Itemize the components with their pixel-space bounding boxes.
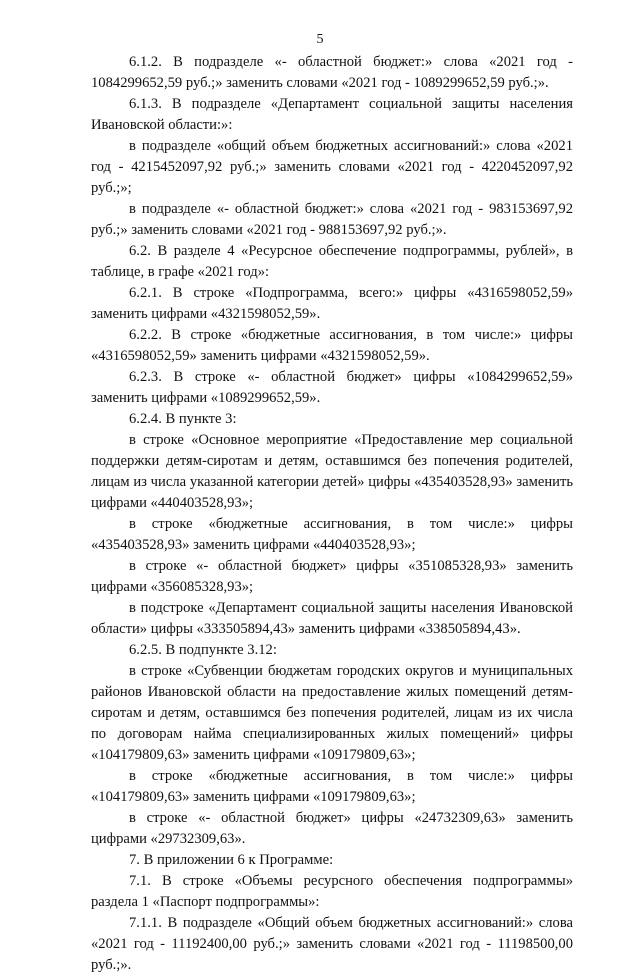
paragraph-6-2-2: 6.2.2. В строке «бюджетные ассигнования, в том числе:» цифры «4316598052,59» заменить цифрами «4321598052,59».	[91, 327, 573, 364]
paragraph-7-1: 7.1. В строке «Объемы ресурсного обеспечения подпрограммы» раздела 1 «Паспорт подпрограммы»:	[91, 873, 573, 910]
paragraph-subventions-allocations: в строке «бюджетные ассигнования, в том числе:» цифры «104179809,63» заменить цифрами «109179809,63»;	[91, 768, 573, 805]
paragraph-6-2-3: 6.2.3. В строке «- областной бюджет» цифры «1084299652,59» заменить цифрами «1089299652,59».	[91, 369, 573, 406]
paragraph-department-subrow: в подстроке «Департамент социальной защиты населения Ивановской области» цифры «333505894,43» заменить цифрами «338505894,43».	[91, 600, 573, 637]
paragraph-6-1-2: 6.1.2. В подразделе «- областной бюджет:» слова «2021 год - 1084299652,59 руб.;» заменить словами «2021 год - 1089299652,59 руб.;».	[91, 54, 573, 91]
paragraph-regional-budget: в подразделе «- областной бюджет:» слова «2021 год - 983153697,92 руб.;» заменить словами «2021 год - 988153697,92 руб.;».	[91, 201, 573, 238]
paragraph-7-1-1: 7.1.1. В подразделе «Общий объем бюджетных ассигнований:» слова «2021 год - 11192400,00 руб.;» заменить словами «2021 год - 11198500,00 руб.;».	[91, 915, 573, 973]
paragraph-7: 7. В приложении 6 к Программе:	[129, 852, 334, 868]
paragraph-6-2-5: 6.2.5. В подпункте 3.12:	[129, 642, 277, 658]
paragraph-regional-budget-row: в строке «- областной бюджет» цифры «351085328,93» заменить цифрами «356085328,93»;	[91, 558, 573, 595]
paragraph-budget-allocations: в строке «бюджетные ассигнования, в том числе:» цифры «435403528,93» заменить цифрами «440403528,93»;	[91, 516, 573, 553]
paragraph-subventions-regional: в строке «- областной бюджет» цифры «24732309,63» заменить цифрами «29732309,63».	[91, 810, 573, 847]
paragraph-main-event: в строке «Основное мероприятие «Предоставление мер социальной поддержки детям-сиротам и детям, оставшимся без попечения родителей, лицам из числа указанной категории детей» цифры «435403528,93» заменить цифрами «440403528,93»;	[91, 432, 573, 511]
paragraph-total-allocations: в подразделе «общий объем бюджетных ассигнований:» слова «2021 год - 4215452097,92 руб.;» заменить словами «2021 год - 4220452097,92 руб.;»;	[91, 138, 573, 196]
paragraph-6-1-3: 6.1.3. В подразделе «Департамент социальной защиты населения Ивановской области:»:	[91, 96, 573, 133]
paragraph-subventions: в строке «Субвенции бюджетам городских округов и муниципальных районов Ивановской области на предоставление жилых помещений детям-сиротам и детям, оставшимся без попечения родителей, лицам из их числа по договорам найма специализированных жилых помещений» цифры «104179809,63» заменить цифрами «109179809,63»;	[91, 663, 573, 763]
paragraph-6-2: 6.2. В разделе 4 «Ресурсное обеспечение подпрограммы, рублей», в таблице, в графе «2021 год»:	[91, 243, 573, 280]
document-body	[91, 52, 573, 976]
paragraph-6-2-1: 6.2.1. В строке «Подпрограмма, всего:» цифры «4316598052,59» заменить цифрами «4321598052,59».	[91, 285, 573, 322]
paragraph-6-2-4: 6.2.4. В пункте 3:	[129, 411, 237, 427]
page-number: 5	[316, 32, 324, 47]
